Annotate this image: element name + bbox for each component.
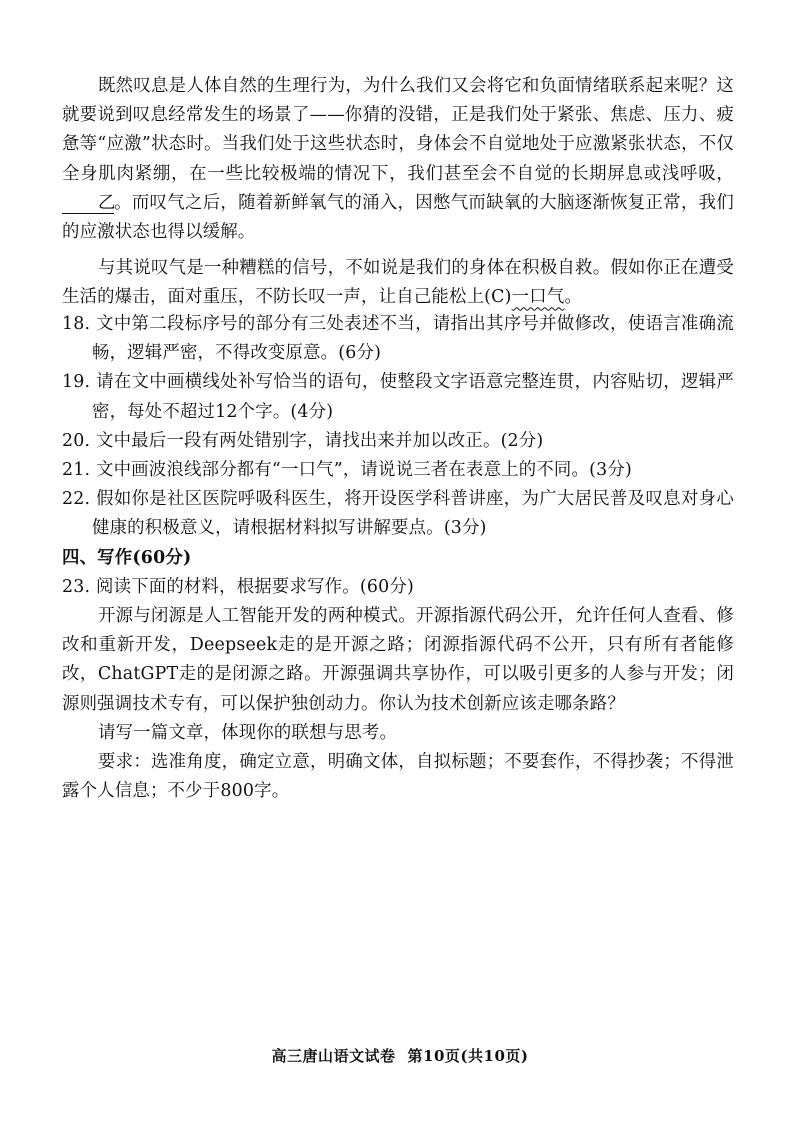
question-22: 22. 假如你是社区医院呼吸科医生，将开设医学科普讲座，为广大居民普及叹息对身心健康的积极意义，请根据材料拟写讲解要点。(3分) (62, 489, 734, 539)
question-18: 18. 文中第二段标序号的部分有三处表述不当，请指出其序号并做修改，使语言准确流畅，逻辑严密，不得改变原意。(6分) (62, 314, 734, 364)
question-19: 19. 请在文中画横线处补写恰当的语句，使整段文字语意完整连贯，内容贴切，逻辑严密，每处不超过12个字。(4分) (62, 372, 734, 422)
question-23: 23. 阅读下面的材料，根据要求写作。(60分) (62, 576, 414, 597)
questions-block (62, 310, 734, 806)
answer-blank-yi: 乙 (62, 193, 114, 214)
wavy-underline-phrase: 一口气 (511, 287, 565, 308)
footer-exam-title: 高三唐山语文试卷 (271, 1047, 396, 1065)
passage-paragraph-1 (62, 72, 734, 247)
writing-requirements: 要求：选准角度，确定立意，明确文体，自拟标题；不要套作，不得抄袭；不得泄露个人信息；不少于800字。 (62, 752, 734, 802)
paragraph-2-text-a: 与其说叹气是一种糟糕的信号，不如说是我们的身体在积极自救。假如你正在遭受生活的爆击，面对重压，不防长叹一声，让自己能松上(C) (62, 258, 734, 308)
question-21: 21. 文中画波浪线部分都有“一口气”，请说说三者在表意上的不同。(3分) (62, 460, 632, 481)
passage-paragraph-2 (62, 254, 734, 312)
writing-instruction: 请写一篇文章，体现你的联想与思考。 (98, 722, 398, 743)
question-20: 20. 文中最后一段有两处错别字，请找出来并加以改正。(2分) (62, 430, 544, 451)
paragraph-2-text-b: 。 (564, 287, 583, 308)
writing-section-heading: 四、写作(60分) (62, 547, 192, 568)
passage-block (62, 72, 734, 313)
writing-material: 开源与闭源是人工智能开发的两种模式。开源指源代码公开，允许任何人查看、修改和重新开发，Deepseek走的是开源之路；闭源指源代码不公开，只有所有者能修改，ChatGPT走的是闭源之路。开源强调共享协作，可以吸引更多的人参与开发；闭源则强调技术专有，可以保护独创动力。你认为技术创新应该走哪条路？ (62, 606, 734, 714)
page-footer (0, 1045, 800, 1066)
footer-page-info: 第10页(共10页) (407, 1047, 529, 1065)
paragraph-1-text-a: 既然叹息是人体自然的生理行为，为什么我们又会将它和负面情绪联系起来呢？这就要说到叹息经常发生的场景了——你猜的没错，正是我们处于紧张、焦虑、压力、疲惫等“应激”状态时。当我们处于这些状态时，身体会不自觉地处于应激紧张状态，不仅全身肌肉紧绷，在一些比较极端的情况下，我们甚至会不自觉的长期屏息或浅呼吸， (62, 76, 734, 184)
paragraph-1-text-b: 。而叹气之后，随着新鲜氧气的涌入，因憋气而缺氧的大脑逐渐恢复正常，我们的应激状态也得以缓解。 (62, 192, 734, 243)
